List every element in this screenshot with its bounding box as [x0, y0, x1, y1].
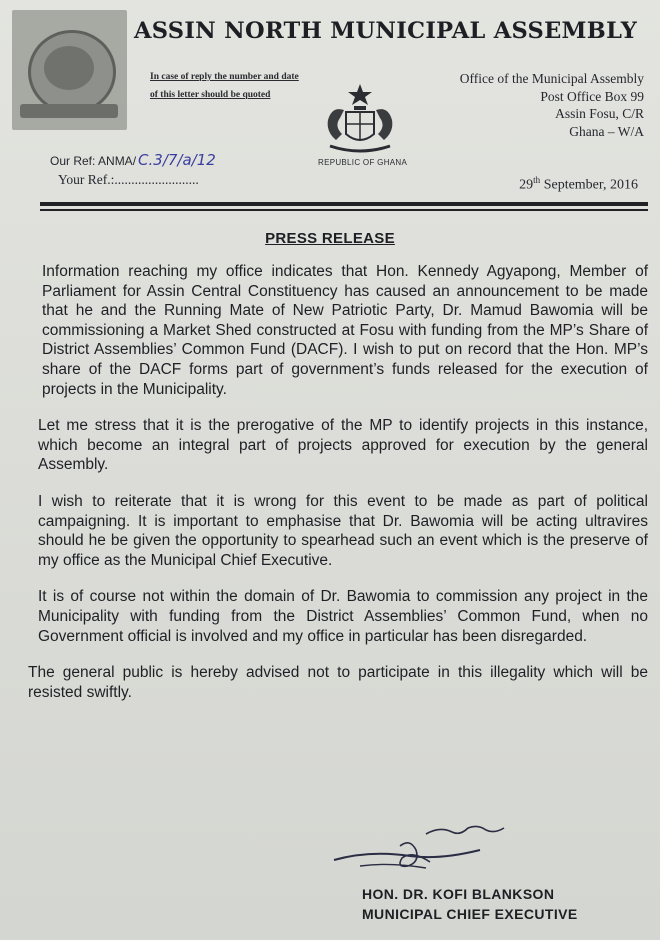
- header-divider-thin: [40, 209, 648, 211]
- our-reference: [50, 151, 216, 169]
- ghana-coat-of-arms-icon: [318, 80, 402, 160]
- signatory-name: HON. DR. KOFI BLANKSON: [362, 886, 555, 902]
- document-heading: PRESS RELEASE: [265, 230, 395, 247]
- document-body: [28, 262, 648, 719]
- address-line: Ghana – W/A: [569, 123, 644, 139]
- paragraph: The general public is hereby advised not to participate in this illegality which will be resisted swiftly.: [28, 664, 648, 701]
- your-reference: Your Ref.:.........................: [58, 172, 199, 187]
- paragraph: I wish to reiterate that it is wrong for this event to be made as part of political campaigning. It is important to emphasise that Dr. Bawomia will be acting ultravires should he be given the opportunity to spearhead such an event which is the preserve of my office as the Municipal Chief Executive.: [38, 492, 648, 569]
- paragraph: Information reaching my office indicates that Hon. Kennedy Agyapong, Member of Parliament for Assin Central Constituency has caused an announcement to be made that he and the Running Mate of New Patriotic Party, Dr. Mamud Bawomia will be commissioning a Market Shed constructed at Fosu with funding from the MP’s Share of District Assemblies’ Common Fund (DACF). I wish to put on record that the Hon. MP’s share of the DACF forms part of government’s funds released for the execution of projects in the Municipality.: [42, 263, 648, 398]
- address-line: Office of the Municipal Assembly: [459, 71, 644, 86]
- our-ref-handwritten: C.3/7/a/12: [138, 151, 216, 169]
- signature-mark: [330, 820, 520, 876]
- assembly-seal-icon: [12, 10, 127, 130]
- republic-label: REPUBLIC OF GHANA: [318, 158, 408, 167]
- reply-note: In case of reply the number and date of this letter should be quoted: [150, 72, 299, 100]
- header-divider: [40, 202, 648, 206]
- signatory-block: [362, 884, 578, 924]
- address-line: Assin Fosu, C/R: [555, 106, 644, 121]
- paragraph: Let me stress that it is the prerogative of the MP to identify projects in this instance, which become an integral part of projects approved for execution by the general Assembly.: [38, 417, 648, 474]
- our-ref-label: Our Ref: ANMA/: [50, 154, 137, 168]
- address-line: Post Office Box 99: [540, 88, 644, 104]
- letter-date: 29th September, 2016: [519, 175, 638, 193]
- assembly-title: ASSIN NORTH MUNICIPAL ASSEMBLY: [134, 18, 638, 44]
- paragraph: It is of course not within the domain of Dr. Bawomia to commission any project in the Municipality with funding from the District Assemblies’ Common Fund, when no Government official is involved and my office in particular has been disregarded.: [38, 588, 648, 645]
- office-address: [460, 70, 644, 140]
- signatory-title: MUNICIPAL CHIEF EXECUTIVE: [362, 906, 578, 922]
